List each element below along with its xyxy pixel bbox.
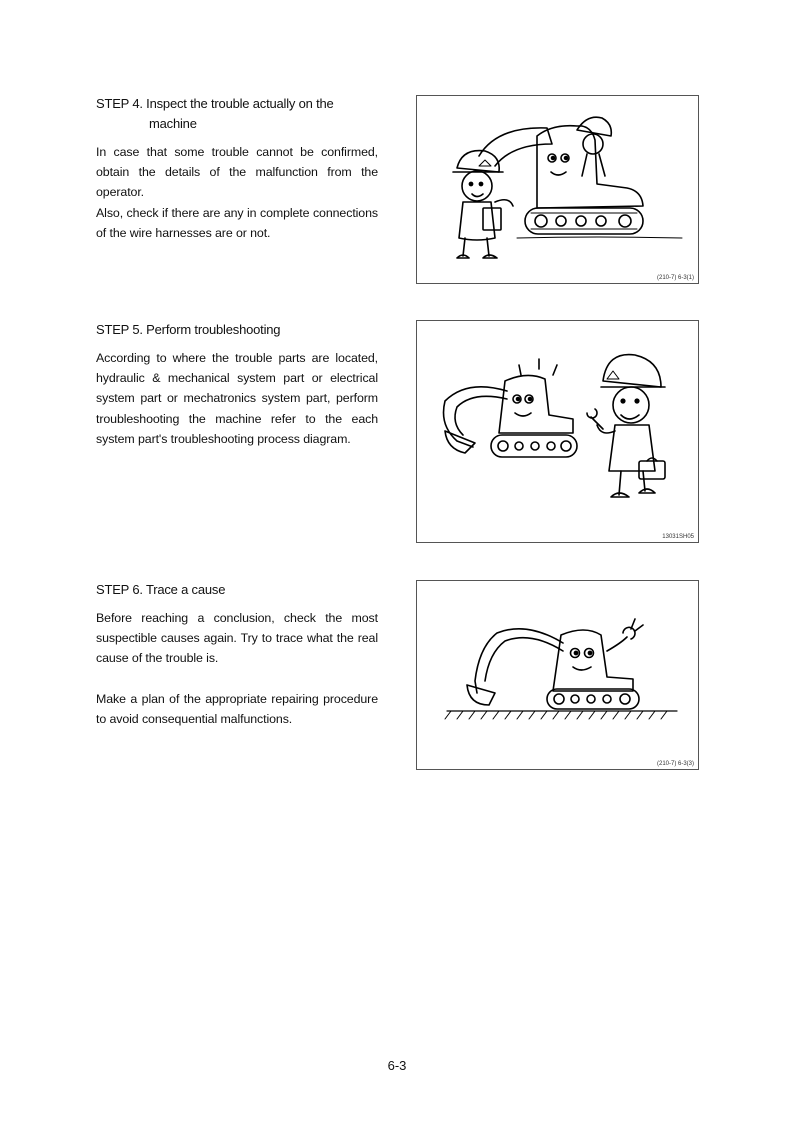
step-4-figure (416, 95, 699, 284)
worker-with-wrench-and-excavator-illustration (417, 321, 700, 544)
step-4-title (96, 94, 378, 134)
step-5-section (96, 320, 378, 449)
step-6-figure-caption: (210-7) 6-3(3) (656, 761, 694, 767)
step-5-title (96, 320, 378, 340)
step-6-title-line1: STEP 6. Trace a cause (96, 582, 226, 597)
excavator-ok-gesture-illustration (417, 581, 700, 771)
step-4-title-line2: machine (149, 116, 197, 131)
step-6-figure (416, 580, 699, 770)
step-5-figure (416, 320, 699, 543)
step-4-figure-caption: (210-7) 6-3(1) (656, 275, 694, 281)
step-5-figure-caption: 13031SH05 (662, 534, 694, 540)
step-4-section (96, 94, 378, 243)
step-5-paragraph-1: According to where the trouble parts are located, hydraulic & mechanical system part or electrical system part or mechatronics system part, perform troubleshooting the machine refer to the each system part's troubleshooting process diagram. (96, 351, 378, 446)
step-6-section (96, 580, 378, 729)
step-6-paragraph-2: Make a plan of the appropriate repairing procedure to avoid consequential malfunctions. (96, 691, 378, 726)
step-6-title (96, 580, 378, 600)
step-5-title-line1: STEP 5. Perform troubleshooting (96, 322, 281, 337)
worker-inspecting-excavator-illustration (417, 96, 700, 285)
page-number: 6-3 (387, 1058, 407, 1073)
step-6-paragraph-1: Before reaching a conclusion, check the most suspectible causes again. Try to trace what the real cause of the trouble is. (96, 611, 378, 666)
step-4-paragraph-1: In case that some trouble cannot be confirmed, obtain the details of the malfunction from the operator. (96, 145, 378, 200)
step-4-paragraph-2: Also, check if there are any in complete connections of the wire harnesses are or not. (96, 205, 378, 240)
step-4-title-line1: STEP 4. Inspect the trouble actually on the (96, 96, 334, 111)
